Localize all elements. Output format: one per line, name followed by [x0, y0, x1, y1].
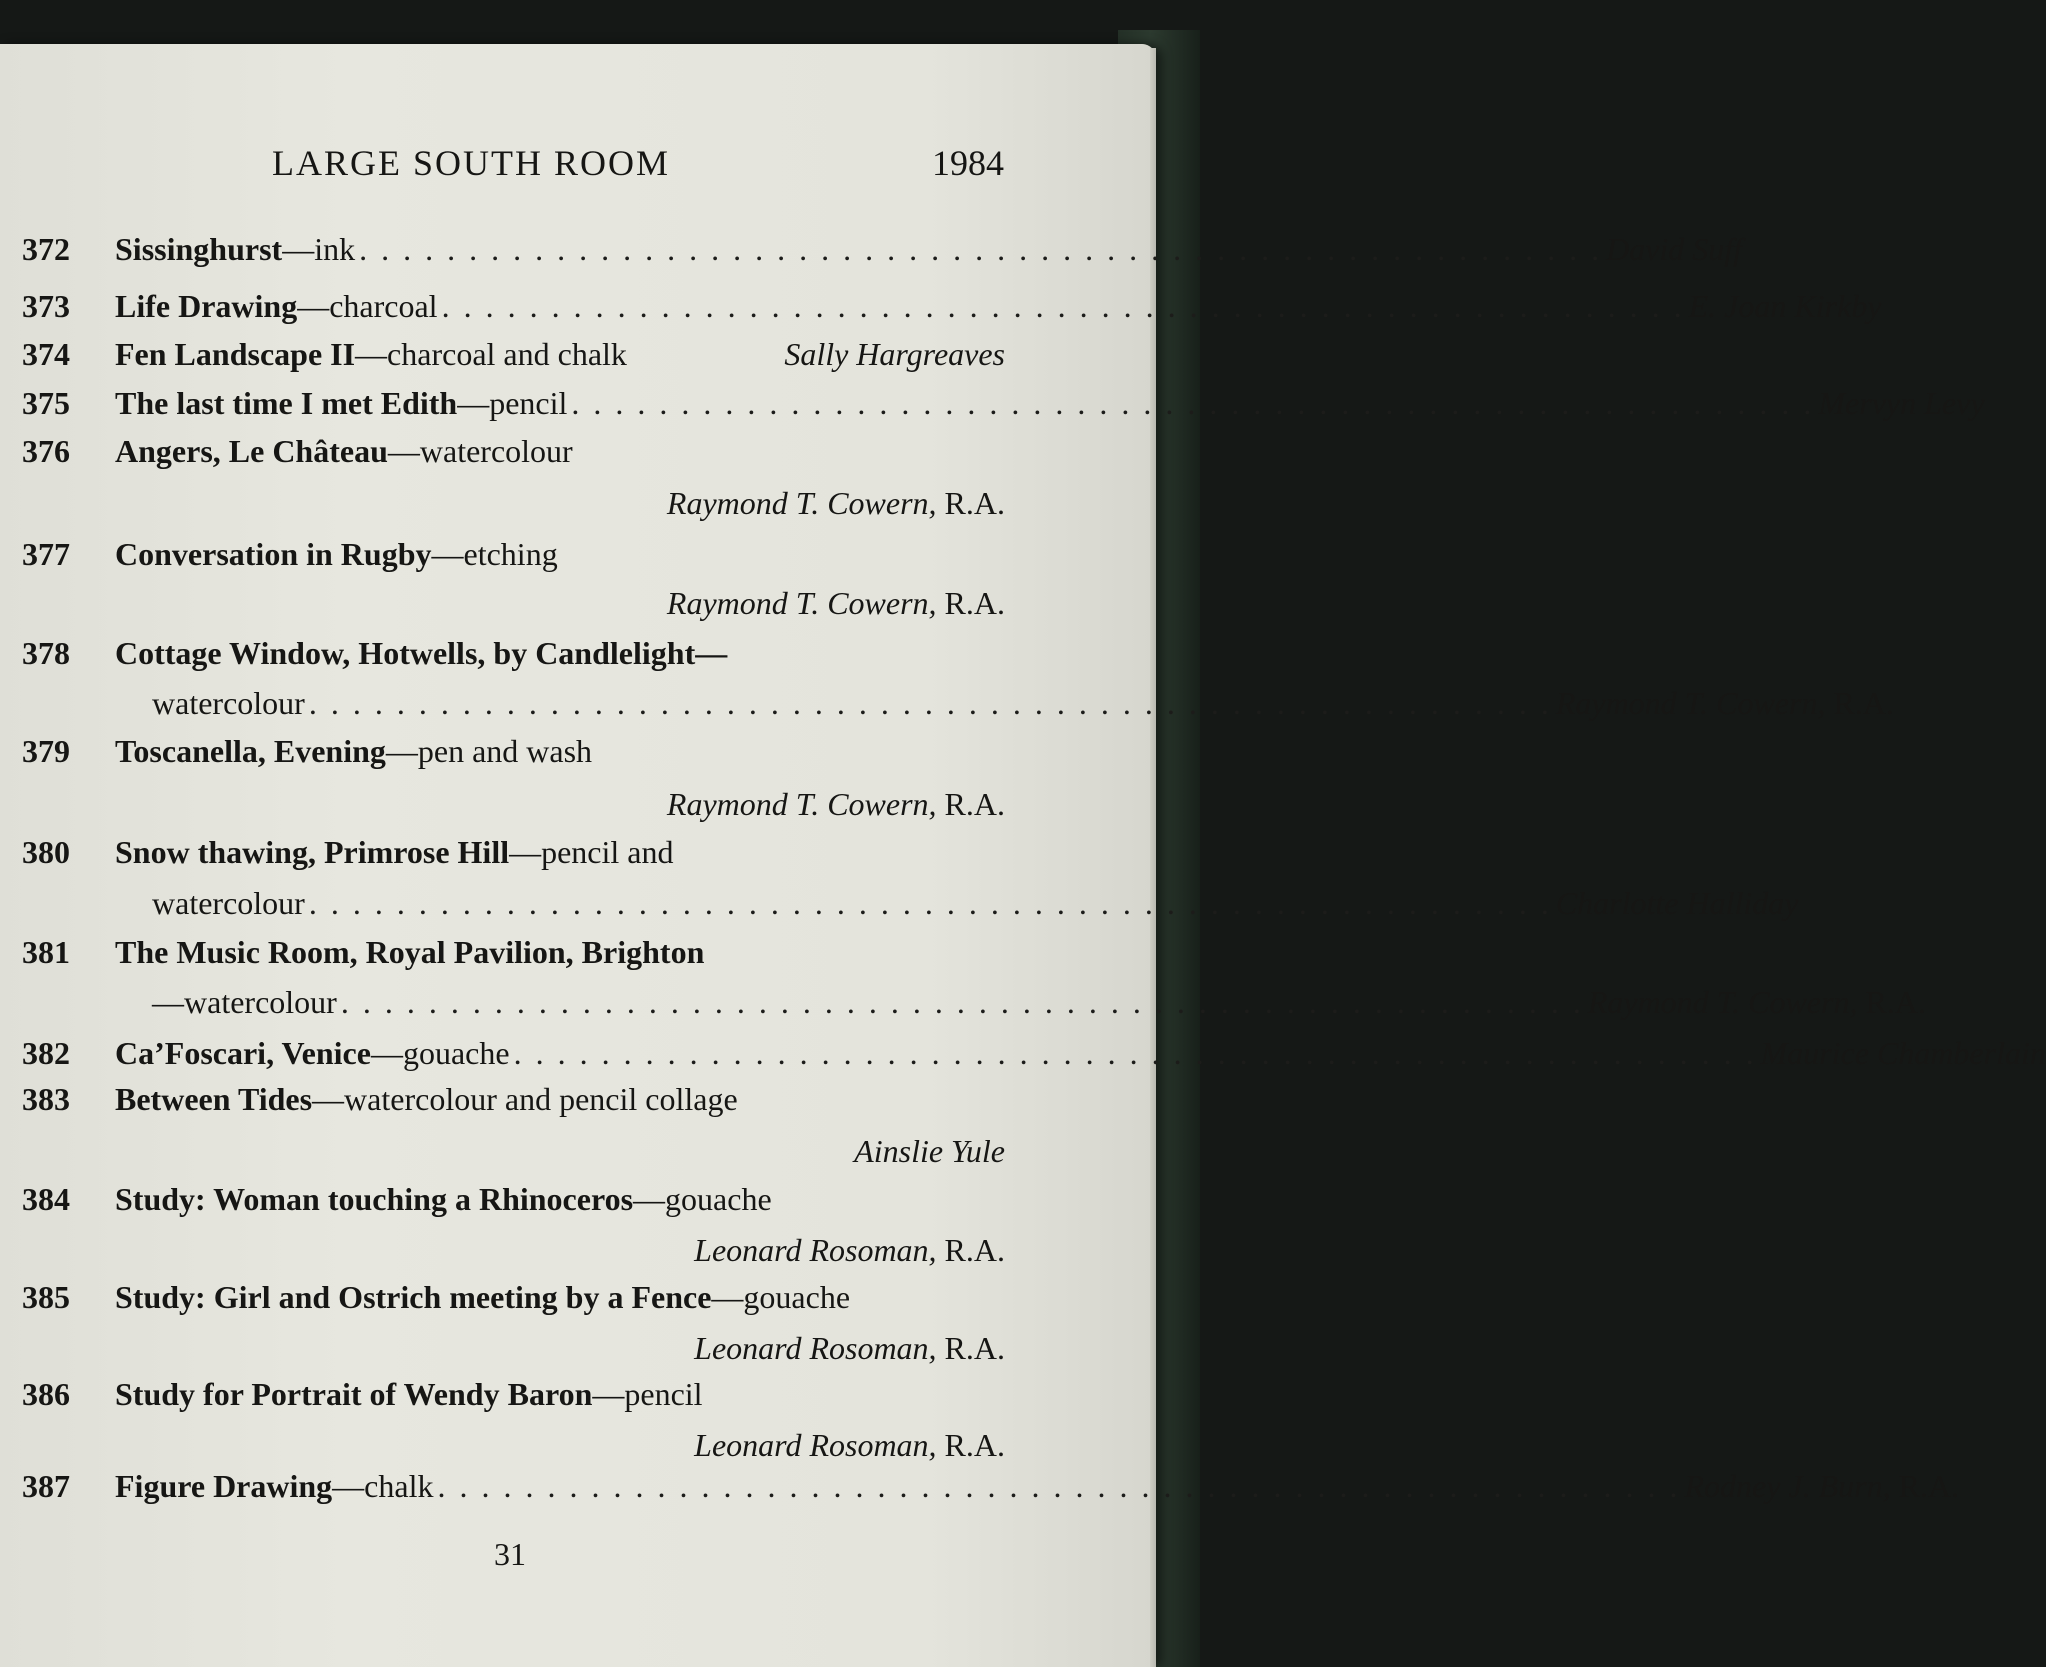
entry-artist: Raymond T. Cowern,	[1555, 685, 1826, 721]
entry-title: Between Tides	[115, 1081, 313, 1117]
entry-title: Figure Drawing	[115, 1468, 333, 1504]
entry-title: Cottage Window, Hotwells, by Candlelight—	[115, 635, 728, 671]
entry-artist: Ainslie Yule	[854, 1133, 1005, 1169]
entry-medium: —watercolour	[387, 433, 573, 469]
entry-medium: —pen and wash	[385, 733, 593, 769]
catalogue-entry	[22, 283, 1882, 329]
entry-medium: watercolour	[152, 885, 305, 921]
entry-number: 380	[22, 834, 70, 870]
entry-number: 378	[22, 635, 70, 671]
dot-leader: . . . . . . . . . . . . . . . . . . . . . . . . . . . . . . . . . . . . . . . . . . . . . . . . . . . . . . . . .	[359, 231, 1603, 267]
entry-medium: —watercolour	[152, 984, 337, 1020]
entry-continuation	[22, 979, 1926, 1025]
entry-artist: Leonard Rosoman,	[694, 1427, 937, 1463]
entry-medium: —pencil	[592, 1376, 703, 1412]
entry-artist: Charlotte Halliday	[1555, 885, 1799, 921]
dot-leader: . . . . . . . . . . . . . . . . . . . . . . . . . . . . . . . . . . . . . . . . . . . . . . . . . . . . . . . . .	[513, 1035, 1757, 1071]
catalogue-entry	[22, 380, 1985, 426]
entry-number: 382	[22, 1035, 70, 1071]
entry-honour: R.A.	[936, 1427, 1005, 1463]
entry-artist: Sally Hargreaves	[784, 336, 1005, 372]
dot-leader: . . . . . . . . . . . . . . . . . . . . . . . . . . . . . . . . . . . . . . . . . . . . . . . . . . . . . . . . .	[437, 1468, 1681, 1504]
catalogue-entry	[22, 1371, 1005, 1417]
catalogue-entry	[22, 331, 1005, 377]
catalogue-entry	[22, 226, 1743, 272]
entry-medium: —gouache	[633, 1181, 772, 1217]
entry-artist: Leonard Rosoman,	[694, 1232, 937, 1268]
catalogue-entry	[22, 630, 1005, 676]
entry-title: Fen Landscape II	[115, 336, 356, 372]
entry-number: 373	[22, 288, 70, 324]
entry-medium: —chalk	[332, 1468, 434, 1504]
entry-medium: —watercolour and pencil collage	[312, 1081, 738, 1117]
entry-medium: —gouache	[370, 1035, 510, 1071]
catalogue-entry	[22, 1176, 1005, 1222]
entry-honour: R.A.	[936, 786, 1005, 822]
entry-number: 379	[22, 733, 70, 769]
dot-leader: . . . . . . . . . . . . . . . . . . . . . . . . . . . . . . . . . . . . . . . . . . . . . . . . . . . . . . . . .	[308, 885, 1552, 921]
entry-number: 383	[22, 1081, 70, 1117]
entry-artist: Raymond T. Cowern,	[666, 485, 937, 521]
room-title: LARGE SOUTH ROOM	[272, 143, 671, 183]
entry-continuation	[22, 781, 1005, 827]
entry-title: Conversation in Rugby	[115, 536, 432, 572]
entry-artist: Mervyn Levy	[1818, 385, 1985, 421]
catalogue-entry	[22, 1274, 1005, 1320]
entry-continuation	[22, 480, 1005, 526]
entry-number: 384	[22, 1181, 70, 1217]
entry-title: The last time I met Edith	[115, 385, 458, 421]
entry-title: The Music Room, Royal Pavilion, Brighton	[115, 934, 705, 970]
entry-title: Sissinghurst	[115, 231, 283, 267]
catalogue-entry	[22, 1030, 2046, 1076]
entry-artist: Maurice Chamberlain	[1760, 1035, 2046, 1071]
catalogue-entry	[22, 728, 1005, 774]
entry-artist: David Suff	[1606, 231, 1743, 267]
entry-honour: R.A.	[936, 485, 1005, 521]
entry-honour: R.A.	[936, 1330, 1005, 1366]
catalogue-entry	[22, 829, 1005, 875]
entry-honour: R.A.	[1857, 984, 1926, 1020]
entry-number: 386	[22, 1376, 70, 1412]
catalogue-entry	[22, 1463, 1960, 1509]
dot-leader: . . . . . . . . . . . . . . . . . . . . . . . . . . . . . . . . . . . . . . . . . . . . . . . . . . . . . . . . .	[340, 984, 1584, 1020]
entry-medium: —etching	[431, 536, 558, 572]
entry-artist: E. Joan Kirkby	[1688, 288, 1882, 324]
entry-number: 381	[22, 934, 70, 970]
entry-title: Study for Portrait of Wendy Baron	[115, 1376, 593, 1412]
entry-continuation	[22, 880, 1799, 926]
entry-artist: Raymond T. Cowern,	[666, 585, 937, 621]
entry-medium: —ink	[282, 231, 356, 267]
entry-artist: Rodney J. Burn,	[1684, 1468, 1891, 1504]
entry-number: 387	[22, 1468, 70, 1504]
catalogue-entry	[22, 428, 1005, 474]
catalogue-year: 1984	[932, 143, 1004, 183]
entry-honour: R.A.	[1825, 685, 1894, 721]
entry-continuation	[22, 680, 1894, 726]
dot-leader: . . . . . . . . . . . . . . . . . . . . . . . . . . . . . . . . . . . . . . . . . . . . . . . . . . . . . . . . .	[441, 288, 1685, 324]
entry-medium: watercolour	[152, 685, 305, 721]
entry-continuation	[22, 1128, 1005, 1174]
page-number: 31	[494, 1536, 526, 1572]
entry-title: Snow thawing, Primrose Hill	[115, 834, 510, 870]
entry-number: 376	[22, 433, 70, 469]
entry-honour: R.A.	[936, 585, 1005, 621]
entry-artist: Leonard Rosoman,	[694, 1330, 937, 1366]
entry-title: Study: Woman touching a Rhinoceros	[115, 1181, 634, 1217]
entry-medium: —pencil and	[509, 834, 674, 870]
entry-title: Toscanella, Evening	[115, 733, 386, 769]
catalogue-entry	[22, 929, 1005, 975]
entry-continuation	[22, 1325, 1005, 1371]
entry-continuation	[22, 580, 1005, 626]
dot-leader: . . . . . . . . . . . . . . . . . . . . . . . . . . . . . . . . . . . . . . . . . . . . . . . . . . . . . . . . .	[571, 385, 1815, 421]
running-header	[272, 142, 1004, 186]
entry-title: Ca’Foscari, Venice	[115, 1035, 371, 1071]
entry-continuation	[22, 1422, 1005, 1468]
entry-title: Study: Girl and Ostrich meeting by a Fence	[115, 1279, 712, 1315]
entry-number: 375	[22, 385, 70, 421]
entry-number: 377	[22, 536, 70, 572]
entry-number: 385	[22, 1279, 70, 1315]
catalogue-entry	[22, 1076, 1005, 1122]
entry-number: 374	[22, 336, 70, 372]
entry-honour: R.A.	[1890, 1468, 1960, 1504]
dot-leader: . . . . . . . . . . . . . . . . . . . . . . . . . . . . . . . . . . . . . . . . . . . . . . . . . . . . . . . . .	[308, 685, 1552, 721]
entry-continuation	[22, 1227, 1005, 1273]
entry-artist: Raymond T. Cowern,	[1587, 984, 1858, 1020]
entry-artist: Raymond T. Cowern,	[666, 786, 937, 822]
entry-medium: —charcoal and chalk	[355, 336, 627, 372]
catalogue-entry	[22, 531, 1005, 577]
entry-number: 372	[22, 231, 70, 267]
entry-title: Angers, Le Château	[115, 433, 388, 469]
entry-medium: —gouache	[711, 1279, 851, 1315]
entry-medium: —pencil	[457, 385, 568, 421]
entry-title: Life Drawing	[115, 288, 298, 324]
entry-honour: R.A.	[936, 1232, 1005, 1268]
entry-medium: —charcoal	[297, 288, 438, 324]
